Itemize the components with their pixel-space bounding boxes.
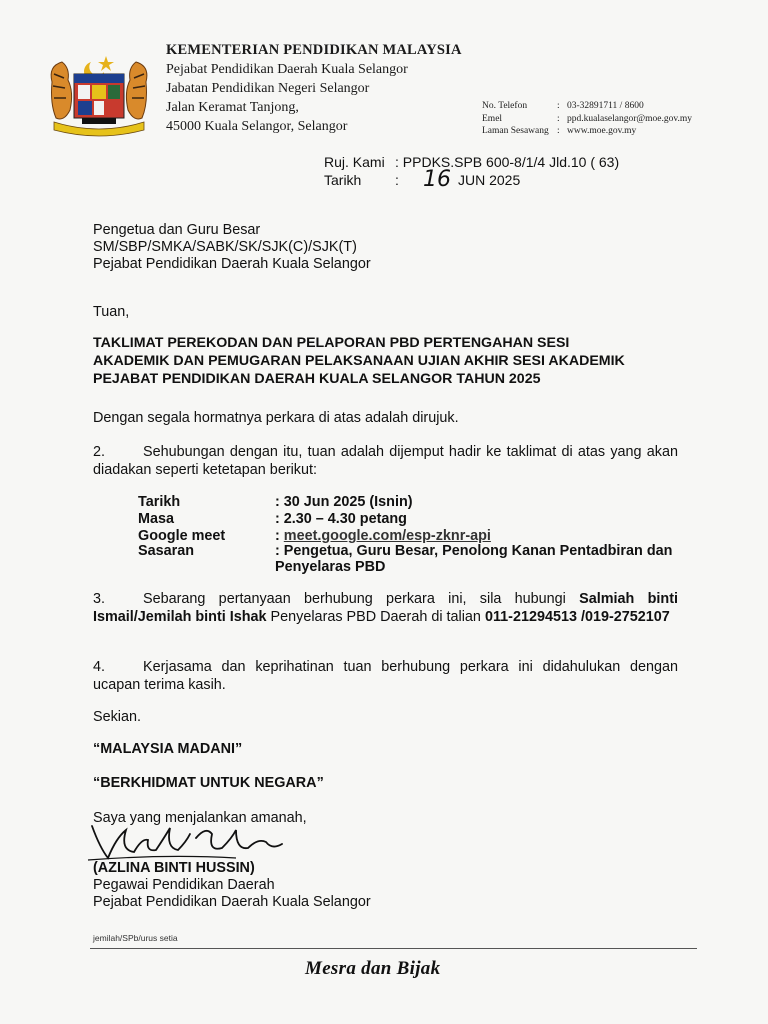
- contact-label: No. Telefon: [482, 101, 528, 111]
- handwritten-day: 16: [423, 167, 451, 192]
- paragraph-3: [93, 591, 678, 626]
- contact-label: Emel: [482, 114, 503, 124]
- date-label: Tarikh: [324, 172, 362, 188]
- malaysia-coat-of-arms-icon: [44, 52, 154, 138]
- paragraph-4: [93, 659, 678, 694]
- contact-colon: :: [557, 126, 560, 136]
- file-reference: jemilah/SPb/urus setia: [93, 933, 178, 943]
- salutation: Tuan,: [93, 304, 130, 320]
- paragraph-number: 2.: [93, 444, 106, 460]
- ref-label: Ruj. Kami: [324, 154, 385, 170]
- signatory-position: Pegawai Pendidikan Daerah: [93, 877, 275, 893]
- contact-phone: 03-32891711 / 8600: [567, 101, 644, 111]
- closing: Sekian.: [93, 709, 141, 725]
- subject-line: AKADEMIK DAN PEMUGARAN PELAKSANAAN UJIAN AKHIR SESI AKADEMIK: [93, 353, 625, 369]
- detail-value-meet: [275, 528, 685, 544]
- detail-value-target: : Pengetua, Guru Besar, Penolong Kanan Pentadbiran dan Penyelaras PBD: [275, 543, 673, 575]
- letterhead-line: Pejabat Pendidikan Daerah Kuala Selangor: [166, 62, 408, 77]
- paragraph-1: Dengan segala hormatnya perkara di atas adalah dirujuk.: [93, 410, 459, 426]
- contact-phones: 011-21294513 /019-2752107: [484, 608, 670, 625]
- paragraph-2: [93, 444, 678, 479]
- google-meet-link[interactable]: meet.google.com/esp-zknr-api: [283, 528, 491, 544]
- contact-website: www.moe.gov.my: [567, 126, 637, 136]
- detail-label-meet: Google meet: [138, 528, 226, 544]
- contact-colon: :: [557, 114, 560, 124]
- detail-value-time: : 2.30 – 4.30 petang: [275, 511, 407, 527]
- slogan-berkhidmat: “BERKHIDMAT UNTUK NEGARA”: [93, 775, 324, 791]
- detail-label-time: Masa: [138, 511, 174, 527]
- signatory-name: (AZLINA BINTI HUSSIN): [93, 860, 255, 876]
- handwritten-signature: [86, 808, 306, 868]
- ref-number: : PPDKS.SPB 600-8/1/4 Jld.10 ( 63): [395, 154, 620, 170]
- footer-divider: [90, 948, 697, 949]
- contact-label: Laman Sesawang: [482, 126, 549, 136]
- detail-colon: :: [275, 528, 284, 544]
- subject-heading: [93, 334, 683, 388]
- recipient-line: Pejabat Pendidikan Daerah Kuala Selangor: [93, 256, 371, 272]
- contact-email: ppd.kualaselangor@moe.gov.my: [567, 114, 693, 124]
- subject-line: TAKLIMAT PEREKODAN DAN PELAPORAN PBD PERTENGAHAN SESI: [93, 335, 570, 351]
- sign-intro: Saya yang menjalankan amanah,: [93, 810, 307, 826]
- paragraph-text: Sehubungan dengan itu, tuan adalah dijemput hadir ke taklimat di atas yang akan diadakan seperti ketetapan berikut:: [93, 444, 678, 478]
- letterhead-line: 45000 Kuala Selangor, Selangor: [166, 119, 348, 134]
- paragraph-text: Sebarang pertanyaan berhubung perkara ini, sila hubungi: [143, 591, 580, 607]
- recipient-line: Pengetua dan Guru Besar: [93, 222, 261, 238]
- paragraph-number: 3.: [93, 591, 106, 607]
- detail-value-date: : 30 Jun 2025 (Isnin): [275, 494, 413, 510]
- ministry-title: KEMENTERIAN PENDIDIKAN MALAYSIA: [166, 42, 462, 58]
- contact-colon: :: [557, 101, 560, 111]
- subject-line: PEJABAT PENDIDIKAN DAERAH KUALA SELANGOR TAHUN 2025: [93, 371, 541, 387]
- slogan-malaysia-madani: “MALAYSIA MADANI”: [93, 741, 243, 757]
- footer-motto: Mesra dan Bijak: [305, 958, 441, 979]
- letterhead-line: Jabatan Pendidikan Negeri Selangor: [166, 81, 370, 96]
- date-month-year: JUN 2025: [458, 172, 521, 188]
- date-colon: :: [395, 172, 399, 188]
- detail-label-target: Sasaran: [138, 543, 195, 559]
- paragraph-number: 4.: [93, 659, 106, 675]
- signatory-office: Pejabat Pendidikan Daerah Kuala Selangor: [93, 894, 371, 910]
- contact-persons: Salmiah binti Ismail/Jemilah binti Ishak: [93, 591, 678, 625]
- detail-label-date: Tarikh: [138, 494, 181, 510]
- paragraph-text: Penyelaras PBD Daerah di talian: [266, 608, 485, 625]
- letterhead-line: Jalan Keramat Tanjong,: [166, 100, 299, 115]
- paragraph-text: Kerjasama dan keprihatinan tuan berhubung perkara ini didahulukan dengan ucapan terima kasih.: [93, 659, 678, 693]
- recipient-line: SM/SBP/SMKA/SABK/SK/SJK(C)/SJK(T): [93, 239, 357, 255]
